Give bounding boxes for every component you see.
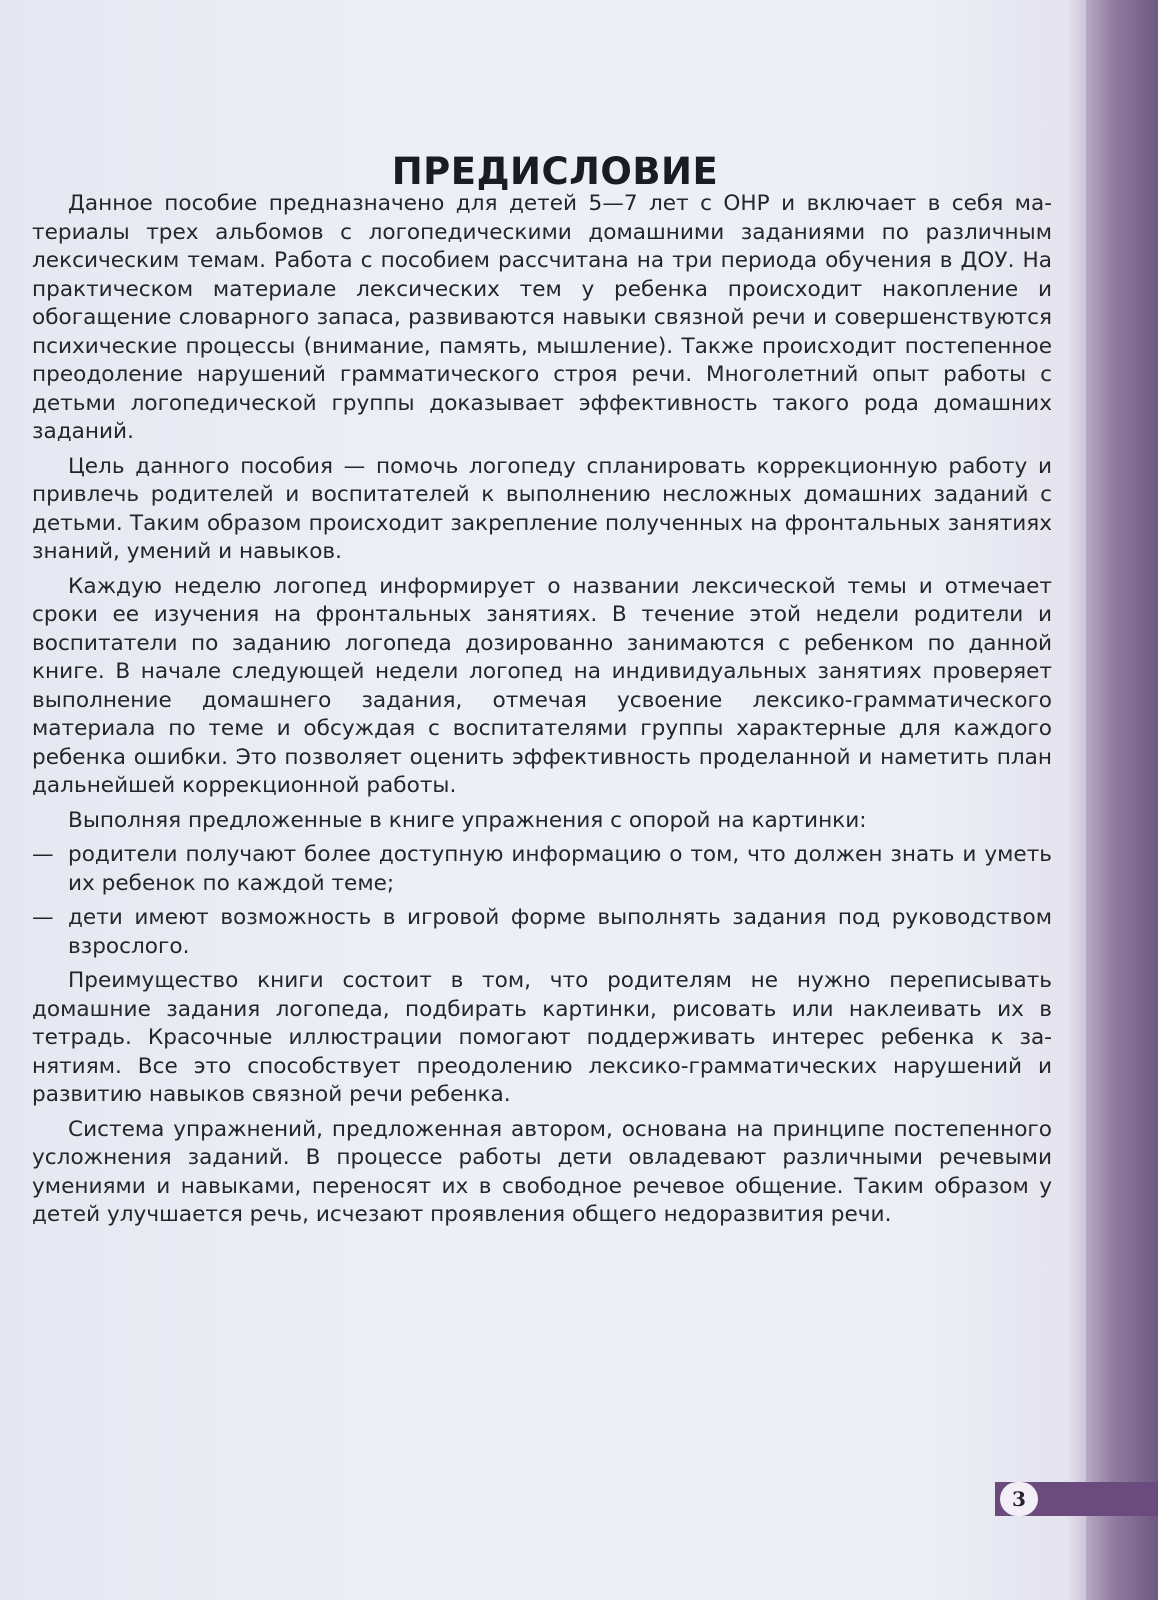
benefits-list bbox=[32, 841, 1052, 961]
list-item-text: дети имеют возможность в игровой форме выполнять задания под руководством взрослого. bbox=[68, 905, 1052, 959]
preface-text bbox=[32, 190, 1052, 1236]
dash-bullet: — bbox=[32, 905, 54, 930]
paragraph-system: Система упражнений, предложенная автором, основана на принципе постепенного усложнения заданий. В процессе работы дети овладевают различными речевыми умениями и навыками, переносят их в свободное речевое общение. Таким образом у детей улучшается речь, исчезают проявления общего недоразвития речи. bbox=[32, 1116, 1052, 1227]
dash-bullet: — bbox=[32, 842, 54, 867]
list-item bbox=[32, 904, 1052, 961]
page-edge-band bbox=[1086, 0, 1158, 1600]
paragraph-intro: Данное пособие предназначено для детей 5—7 лет с ОНР и включает в себя материалы трех альбомов с логопедическими домашними заданиями по различным лексическим темам. Работа с пособием рассчитана на три периода обучения в ДОУ. На практическом материале лексических тем у ребенка происходит накопление и обогащение словарного запаса, развиваются навыки связной речи и совершенствуются психические процессы (внимание, память, мышление). Также происходит постепенное преодоление нарушений грамматического строя речи. Многолетний опыт работы с детьми логопедической группы доказывает эффективность такого рода домашних заданий. bbox=[32, 191, 1052, 444]
page-number: 3 bbox=[1000, 1482, 1038, 1516]
list-item-text: родители получают более доступную информацию о том, что должен знать и уметь их ребенок по каждой теме; bbox=[68, 842, 1052, 896]
paragraph-exercises-lead: Выполняя предложенные в книге упражнения с опорой на картинки: bbox=[68, 807, 867, 833]
paragraph-weekly-work: Каждую неделю логопед информирует о названии лексической темы и отмечает сроки ее изучения на фронтальных занятиях. В течение этой недели родители и воспитатели по заданию логопеда дозированно занимаются с ребенком по данной книге. В начале следующей недели логопед на индивидуальных занятиях проверяет выполнение домашнего задания, отмечая усвоение лексико-грамматического материала по теме и обсуждая с воспитателями группы характерные для каждого ребенка ошибки. Это позволяет оценить эффективность проделанной и наметить план дальнейшей коррекционной работы. bbox=[32, 573, 1052, 798]
list-item bbox=[32, 841, 1052, 898]
page-title: ПРЕДИСЛОВИЕ bbox=[391, 149, 719, 193]
paragraph-advantages: Преимущество книги состоит в том, что родителям не нужно переписывать домашние задания логопеда, подбирать картинки, рисовать или наклеивать их в тетрадь. Красочные иллюстрации помогают поддерживать интерес ребенка к занятиям. Все это способствует преодолению лексико-грамматических нарушений и развитию навыков связной речи ребенка. bbox=[32, 968, 1052, 1107]
paragraph-goal: Цель данного пособия — помочь логопеду спланировать коррекционную работу и привлечь родителей и воспитателей к выполнению несложных домашних заданий с детьми. Таким образом происходит закрепление полученных на фронтальных занятиях знаний, умений и навыков. bbox=[32, 453, 1052, 564]
